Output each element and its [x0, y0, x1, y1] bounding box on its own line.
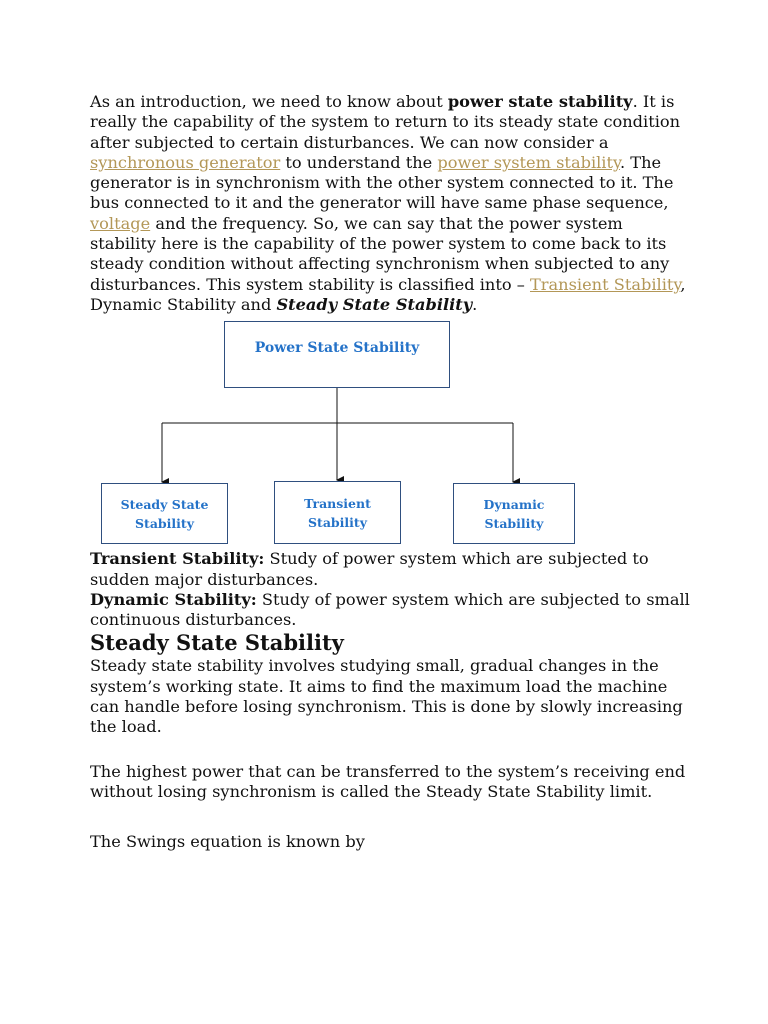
link-power-system-stability[interactable]: power system stability: [437, 152, 620, 172]
section-paragraph-3: The Swings equation is known by: [90, 832, 365, 852]
paragraph-spacer: [90, 738, 690, 762]
node-label-line: Dynamic: [483, 496, 545, 512]
node-label-line: Stability: [484, 515, 544, 531]
intro-text-6: , Dynamic Stability and: [90, 274, 686, 314]
intro-text-2: . It is really the capability of the system to return to its steady state condition after subjected to certain disturbances. We can now consider a: [90, 92, 681, 152]
node-label-line: Transient: [304, 495, 371, 511]
section-paragraph-1: Steady state stability involves studying small, gradual changes in the system’s working state. It aims to find the maximum load the machine can handle before losing synchronism. This is done by slowly increasing the load.: [90, 656, 683, 737]
link-voltage[interactable]: voltage: [90, 213, 151, 233]
intro-bold-italic-term: Steady State Stability: [276, 294, 473, 314]
definition-term: Dynamic Stability:: [90, 589, 257, 609]
intro-paragraph: [90, 92, 690, 315]
node-dynamic-stability: [453, 483, 575, 544]
section-heading: Steady State Stability: [90, 630, 344, 656]
node-transient-stability: [274, 481, 401, 544]
document-body: [90, 92, 690, 853]
definition-dynamic: [90, 590, 690, 631]
node-power-state-stability: [224, 321, 450, 388]
node-label-line: Stability: [135, 515, 194, 531]
definition-text: Study of power system which are subjected to sudden major disturbances.: [90, 549, 649, 589]
stability-classification-diagram: [90, 321, 690, 549]
node-label-root: Power State Stability: [254, 340, 420, 357]
definition-term: Transient Stability:: [90, 549, 265, 569]
intro-text-1: As an introduction, we need to know about: [90, 92, 448, 111]
intro-text-3: to understand the: [280, 152, 438, 172]
link-transient-stability[interactable]: Transient Stability: [529, 274, 681, 294]
paragraph-spacer: [90, 802, 690, 832]
intro-text-5: and the frequency. So, we can say that the power system stability here is the capability of the power system to come back to its steady condition without affecting synchronism when subjected to any disturbances. This system stability is classified into –: [90, 213, 670, 294]
section-paragraph-2: The highest power that can be transferred to the system’s receiving end without losing synchronism is called the Steady State Stability limit.: [90, 761, 686, 801]
definition-text: Study of power system which are subjected to small continuous disturbances.: [90, 589, 690, 630]
node-label-line: Stability: [308, 514, 367, 530]
link-synchronous-generator[interactable]: synchronous generator: [90, 152, 281, 172]
node-steady-state-stability: [101, 483, 228, 544]
node-label-line: Steady State: [120, 496, 209, 512]
intro-text-7: .: [472, 294, 478, 314]
definition-transient: [90, 549, 690, 590]
intro-text-4: . The generator is in synchronism with the other system connected to it. The bus connected to it and the generator will have same phase sequence,: [90, 152, 674, 213]
intro-bold-term: power state stability: [447, 92, 633, 111]
